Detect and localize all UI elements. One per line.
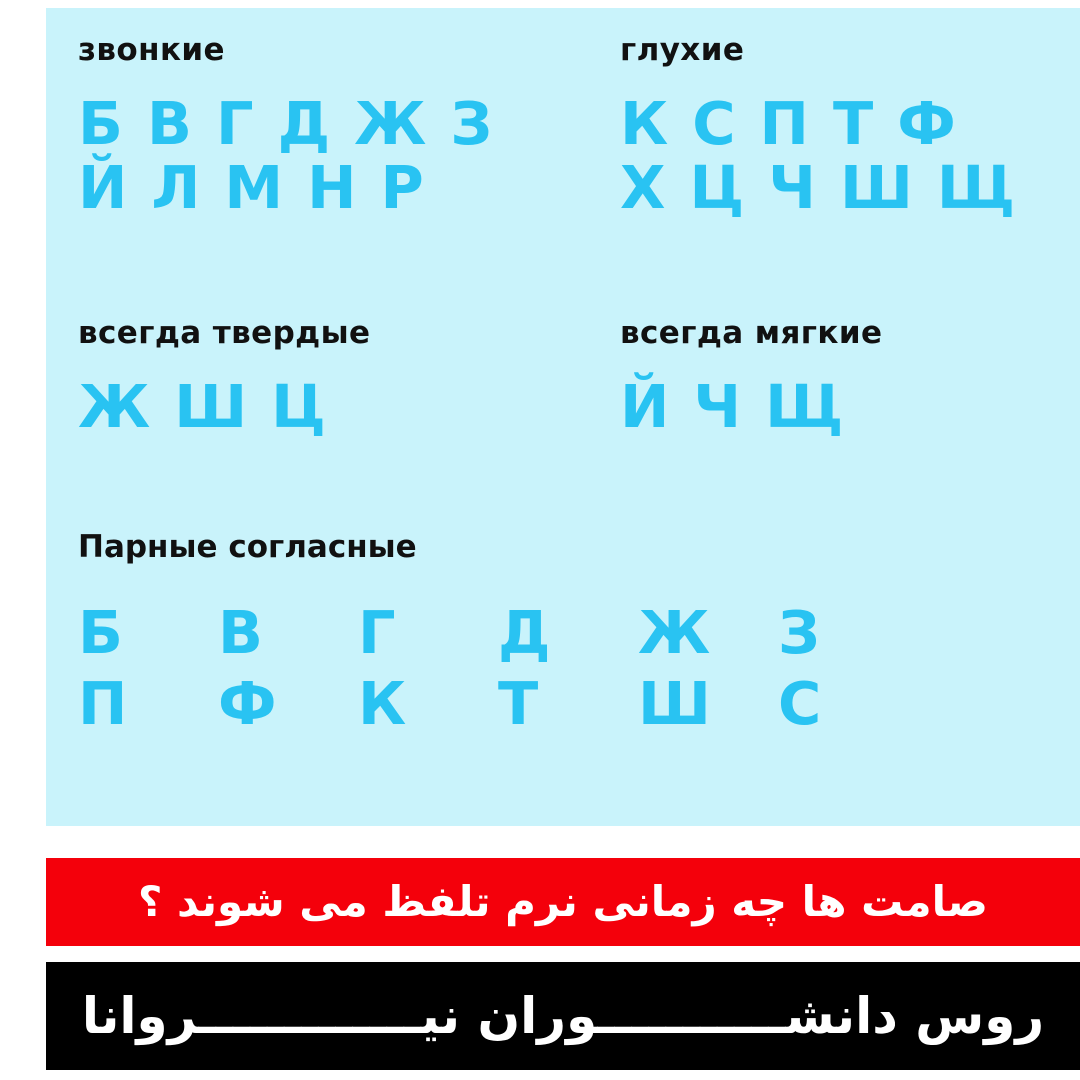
section-always-soft-heading: всегда мягкие [620, 315, 883, 352]
letter: С [692, 89, 736, 158]
letter: Й [620, 372, 670, 442]
section-voiced [46, 32, 606, 222]
letter: М [224, 152, 284, 222]
section-voiced-heading: звонкие [78, 32, 225, 68]
pair-top-letter: Ж [638, 598, 711, 668]
letter: Ш [174, 372, 248, 442]
always-hard-letters-row [78, 372, 606, 442]
letter: Ц [689, 152, 745, 222]
row-voiced-voiceless [46, 32, 1080, 222]
letter: В [146, 89, 192, 158]
letter: Ц [271, 372, 326, 442]
letter: К [620, 89, 669, 158]
pair-bottom-letter: К [358, 669, 407, 739]
letter: Н [307, 152, 357, 222]
pair-bottom-letter: Ф [218, 669, 277, 739]
pair-top-letter: З [778, 598, 820, 668]
section-paired-consonants [46, 529, 1080, 737]
pair-top-letter: В [218, 598, 263, 668]
letter: Щ [765, 372, 844, 442]
section-always-soft [606, 315, 1080, 442]
section-always-hard [46, 315, 606, 442]
letter: Д [277, 89, 331, 158]
row-hard-soft [46, 315, 1080, 442]
letter: Л [151, 152, 201, 222]
letter: Х [620, 152, 666, 222]
letter: Щ [936, 152, 1016, 222]
voiced-letters-row-2 [78, 152, 606, 222]
question-banner [46, 858, 1080, 946]
pair-top-letter: Г [358, 598, 396, 668]
letter: Ш [839, 152, 913, 222]
letter: Ж [78, 372, 151, 442]
voiceless-letters-row-2 [620, 152, 1080, 222]
pair-bottom-letter: Т [498, 669, 539, 739]
consonants-card [46, 8, 1080, 826]
letter: Ч [768, 152, 816, 222]
section-voiceless [606, 32, 1080, 222]
brand-banner-text: روس دانشـــــــــــوران نیـــــــــــــروانا [81, 987, 1045, 1045]
letter: Ж [354, 89, 427, 158]
section-paired-heading: Парные согласные [78, 529, 417, 566]
paired-consonants-grid [78, 598, 1080, 739]
letter: Ч [693, 372, 742, 442]
letter: З [450, 89, 493, 158]
pair-top-letter: Б [78, 598, 123, 668]
section-always-hard-heading: всегда твердые [78, 315, 371, 352]
pair-bottom-letter: П [78, 669, 128, 739]
pair-bottom-letter: Ш [638, 669, 711, 739]
pair-bottom-letter: С [778, 669, 822, 739]
section-voiceless-heading: глухие [620, 32, 745, 68]
letter: Ф [897, 89, 956, 158]
voiced-letters-row-1 [78, 89, 606, 158]
letter: Й [78, 152, 128, 222]
brand-banner [46, 962, 1080, 1070]
always-soft-letters-row [620, 372, 1080, 442]
letter: Б [78, 89, 123, 158]
letter: П [759, 89, 809, 158]
letter: Г [215, 89, 254, 158]
pair-top-letter: Д [498, 598, 551, 668]
question-banner-text: صامت ها چه زمانی نرم تلفظ می شوند ؟ [138, 877, 988, 926]
letter: Т [832, 89, 874, 158]
letter: Р [380, 152, 424, 222]
voiceless-letters-row-1 [620, 89, 1080, 158]
